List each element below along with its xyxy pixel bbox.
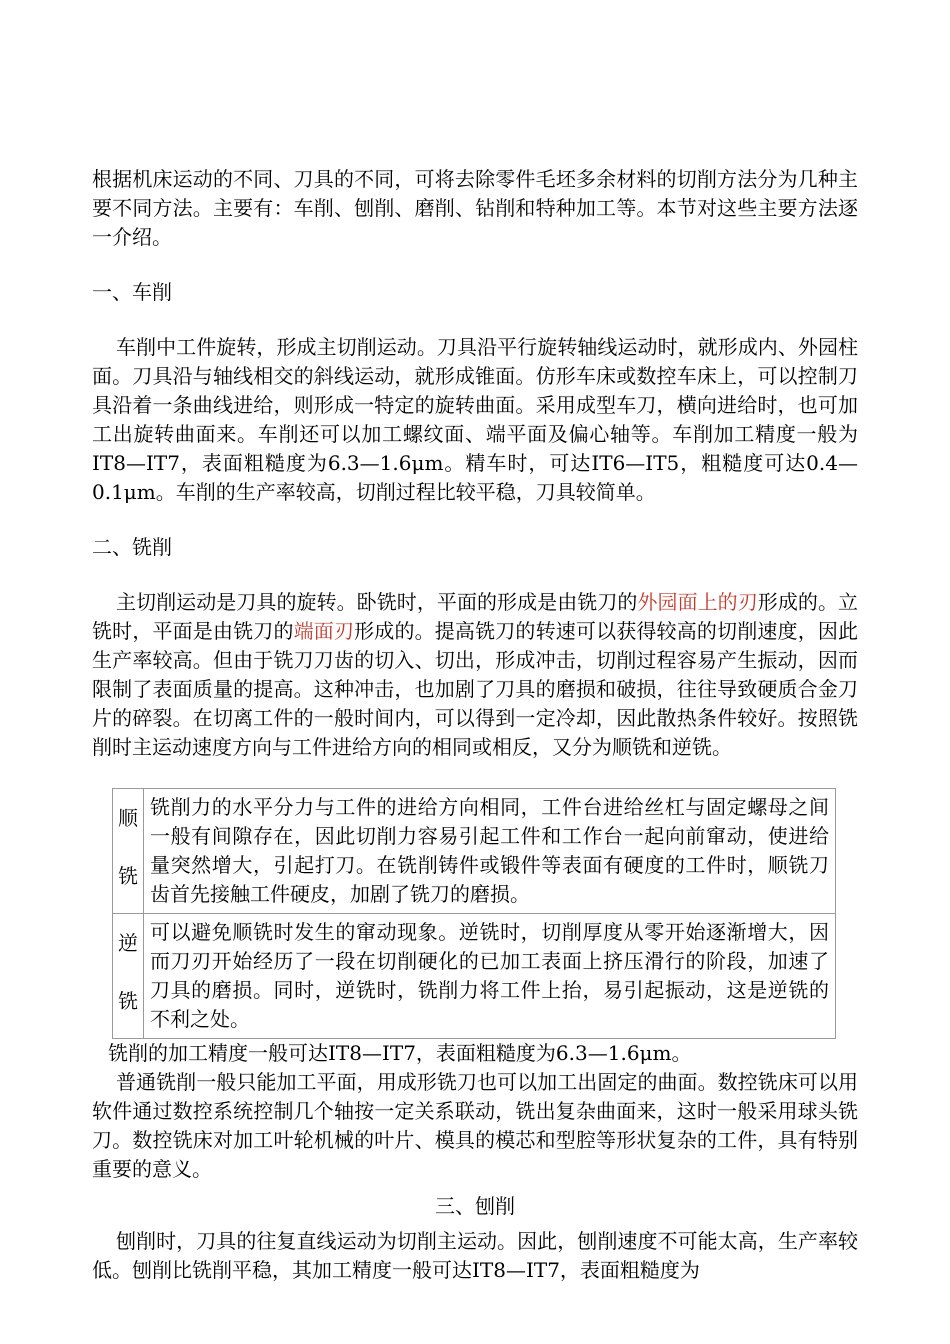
- milling-accuracy-line: 铣削的加工精度一般可达IT8—IT7，表面粗糙度为6.3—1.6μm。: [108, 1041, 692, 1065]
- section-heading-planing: 三、刨削: [435, 1194, 515, 1218]
- turning-paragraph: 车削中工件旋转，形成主切削运动。刀具沿平行旋转轴线运动时，就形成内、外园柱面。刀具沿与轴线相交的斜线运动，就形成锥面。仿形车床或数控车床上，可以控制刀具沿着一条曲线进给，则形成一特定的旋转曲面。采用成型车刀，横向进给时，也可加工出旋转曲面来。车削还可以加工螺纹面、端平面及偏心轴等。车削加工精度一般为IT8—IT7，表面粗糙度为6.3—1.6μm。精车时，可达IT6—IT5，粗糙度可达0.4—0.1μm。车削的生产率较高，切削过程比较平稳，刀具较简单。: [92, 335, 858, 504]
- highlight-peripheral-edge: 外园面上的刃: [637, 590, 758, 614]
- row-text-climb: 铣削力的水平分力与工件的进给方向相同，工件台进给丝杠与固定螺母之间一般有间隙存在，因此切削力容易引起工件和工作台一起向前窜动，使进给量突然增大，引起打刀。在铣削铸件或锻件等表面有硬度的工件时，顺铣刀齿首先接触工件硬皮，加剧了铣刀的磨损。: [144, 789, 836, 914]
- intro-paragraph: 根据机床运动的不同、刀具的不同，可将去除零件毛坯多余材料的切削方法分为几种主要不同方法。主要有：车削、刨削、磨削、钻削和特种加工等。本节对这些主要方法逐一介绍。: [92, 167, 858, 249]
- row-label-climb: 顺铣: [113, 789, 144, 914]
- cnc-milling-paragraph: 普通铣削一般只能加工平面，用成形铣刀也可以加工出固定的曲面。数控铣床可以用软件通过数控系统控制几个轴按一定关系联动，铣出复杂曲面来，这时一般采用球头铣刀。数控铣床对加工叶轮机械的叶片、模具的模芯和型腔等形状复杂的工件，具有特别重要的意义。: [92, 1070, 858, 1181]
- table-row: [113, 789, 836, 914]
- section-heading-turning: 一、车削: [92, 280, 172, 304]
- milling-text-1: 主切削运动是刀具的旋转。卧铣时，平面的形成是由铣刀的: [116, 590, 638, 614]
- milling-text-2: 形成的。立铣时，平面是由铣刀的: [92, 590, 859, 643]
- milling-comparison-table: [112, 788, 836, 1039]
- planing-paragraph: 刨削时，刀具的往复直线运动为切削主运动。因此，刨削速度不可能太高，生产率较低。刨削比铣削平稳，其加工精度一般可达IT8—IT7，表面粗糙度为: [92, 1229, 858, 1282]
- milling-paragraph: [92, 588, 858, 762]
- milling-text-3: 形成的。提高铣刀的转速可以获得较高的切削速度，因此生产率较高。但由于铣刀刀齿的切入、切出，形成冲击，切削过程容易产生振动，因而限制了表面质量的提高。这种冲击，也加剧了刀具的磨损和破损，往往导致硬质合金刀片的碎裂。在切离工件的一般时间内，可以得到一定冷却，因此散热条件较好。按照铣削时主运动速度方向与工件进给方向的相同或相反，又分为顺铣和逆铣。: [92, 619, 859, 759]
- document-page: [92, 165, 858, 1285]
- row-label-conventional: 逆铣: [113, 914, 144, 1039]
- table-row: [113, 914, 836, 1039]
- highlight-face-edge: 端面刃: [293, 619, 355, 643]
- section-heading-milling: 二、铣削: [92, 535, 172, 559]
- row-text-conventional: 可以避免顺铣时发生的窜动现象。逆铣时，切削厚度从零开始逐渐增大，因而刀刃开始经历了一段在切削硬化的已加工表面上挤压滑行的阶段，加速了刀具的磨损。同时，逆铣时，铣削力将工件上抬，易引起振动，这是逆铣的不利之处。: [144, 914, 836, 1039]
